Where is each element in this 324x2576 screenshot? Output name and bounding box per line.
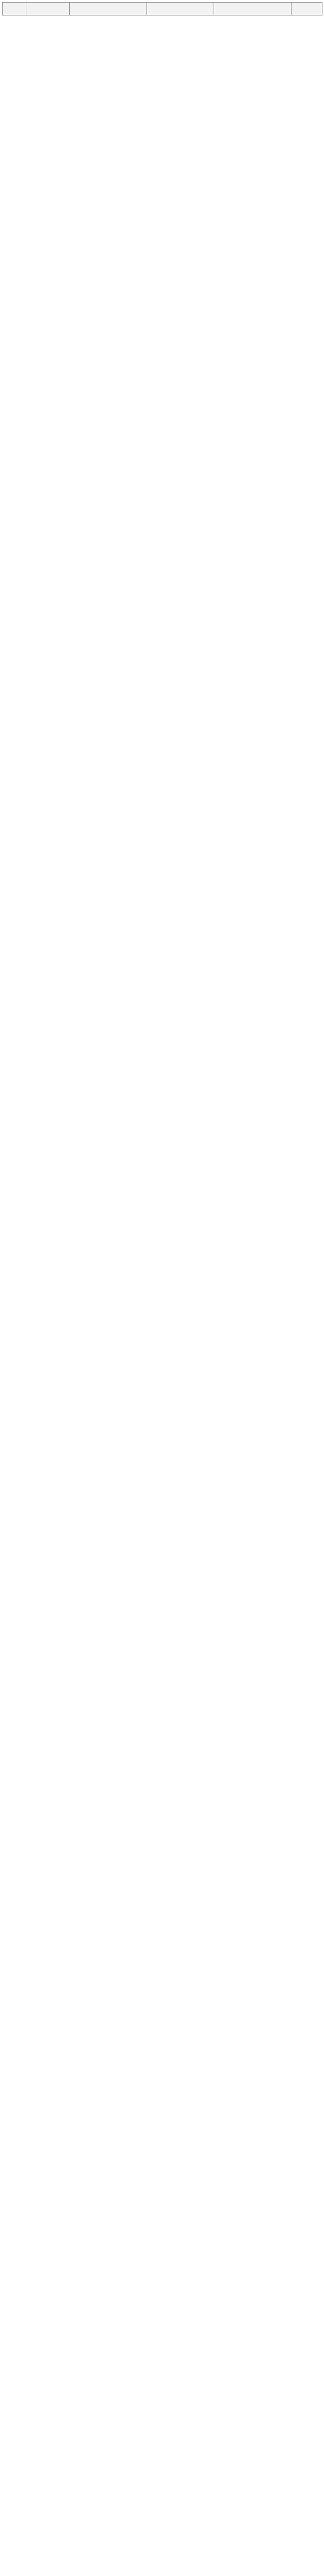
table-body (3, 15, 322, 2576)
table-header-row (3, 3, 322, 15)
fee-table (2, 2, 322, 2576)
col-header (214, 3, 291, 15)
col-header (70, 3, 147, 15)
col-header (3, 3, 26, 15)
col-header (147, 3, 214, 15)
col-header (26, 3, 70, 15)
col-header (291, 3, 322, 15)
